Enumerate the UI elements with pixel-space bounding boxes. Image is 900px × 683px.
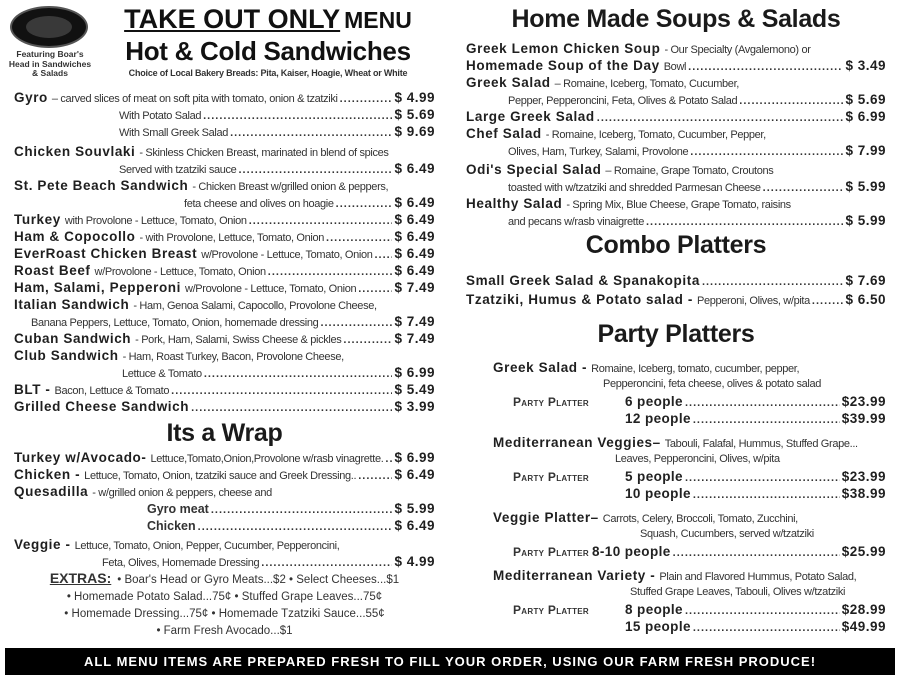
menu-item	[14, 279, 435, 296]
item-description: - w/grilled onion & peppers, cheese and	[92, 487, 272, 499]
menu-item	[14, 466, 435, 483]
extras-line	[14, 623, 435, 640]
item-description-line	[493, 526, 886, 543]
item-name: Greek Salad	[466, 75, 551, 90]
item-name: Veggie -	[14, 537, 71, 552]
item-description: Chicken	[147, 519, 196, 533]
item-price: $ 6.99	[845, 109, 886, 124]
item-description: Banana Peppers, Lettuce, Tomato, Onion, homemade dressing	[31, 317, 319, 329]
leader-dots	[685, 395, 840, 412]
menu-item	[493, 567, 886, 584]
item-name: Large Greek Salad	[466, 109, 595, 124]
item-price: $ 7.49	[394, 314, 435, 329]
item-price: $ 7.49	[394, 331, 435, 346]
party-platter-label: Party Platter	[513, 470, 589, 484]
menu-item	[466, 108, 886, 125]
sandwich-list	[14, 89, 435, 415]
combo-list	[466, 272, 886, 308]
menu-item	[14, 160, 435, 177]
item-price: $ 5.99	[845, 213, 886, 228]
item-name: Quesadilla	[14, 484, 89, 499]
item-price: $ 6.99	[394, 365, 435, 380]
item-name: Cuban Sandwich	[14, 331, 132, 346]
item-name: Club Sandwich	[14, 348, 119, 363]
extras	[14, 570, 435, 640]
menu-item	[466, 142, 886, 159]
item-name: Odi's Special Salad	[466, 162, 602, 177]
menu-item	[466, 91, 886, 108]
extras-line	[14, 570, 435, 589]
item-name: Chicken -	[14, 467, 81, 482]
item-name: Roast Beef	[14, 263, 91, 278]
item-name: Mediterranean Veggies–	[493, 435, 661, 450]
item-description-line	[493, 584, 886, 601]
platter-price: $25.99	[841, 544, 886, 559]
item-description: - Ham, Roast Turkey, Bacon, Provolone Cheese,	[122, 351, 344, 363]
extras-text: • Boar's Head or Gyro Meats...$2 • Select Cheeses...$1	[117, 574, 400, 586]
item-description: – carved slices of meat on soft pita with tomato, onion & tzatziki	[51, 93, 338, 105]
item-description: Squash, Cucumbers, served w/tzatziki	[640, 528, 814, 540]
item-description: Feta, Olives, Homemade Dressing	[102, 557, 260, 569]
leader-dots	[702, 274, 844, 291]
party-platter-label: Party Platter	[513, 545, 589, 559]
menu-item	[14, 89, 435, 106]
leader-dots	[685, 603, 840, 620]
leader-dots	[374, 247, 392, 264]
item-name: Grilled Cheese Sandwich	[14, 399, 190, 414]
item-price: $ 3.49	[845, 58, 886, 73]
menu-item	[14, 381, 435, 398]
party-platter-option	[493, 485, 886, 502]
leader-dots	[739, 93, 843, 110]
serving-size: 10 people	[625, 486, 691, 501]
item-description: – Romaine, Grape Tomato, Croutons	[605, 165, 774, 177]
item-description-line	[493, 451, 886, 468]
menu-item	[466, 125, 886, 142]
party-platter-option	[493, 468, 886, 485]
party-platter-option	[493, 393, 886, 410]
menu-item	[466, 178, 886, 195]
party-platter-label: Party Platter	[513, 395, 589, 409]
item-name: Veggie Platter–	[493, 510, 599, 525]
leader-dots	[358, 468, 392, 485]
party-platter-option	[493, 410, 886, 427]
serving-size: 8-10 people	[591, 544, 671, 559]
leader-dots	[688, 59, 843, 76]
item-price: $ 6.49	[394, 161, 435, 176]
menu-item	[466, 291, 886, 308]
item-name: Ham & Copocollo	[14, 229, 136, 244]
serving-size: 12 people	[625, 411, 691, 426]
item-price: $ 6.99	[394, 450, 435, 465]
menu-item	[466, 161, 886, 178]
footer-banner: ALL MENU ITEMS ARE PREPARED FRESH TO FILL YOUR ORDER, USING OUR FARM FRESH PRODUCE!	[5, 648, 895, 675]
platter-price: $23.99	[841, 394, 886, 409]
leader-dots	[326, 230, 392, 247]
item-name: Chef Salad	[466, 126, 542, 141]
leader-dots	[597, 110, 844, 127]
leader-dots	[343, 332, 392, 349]
leader-dots	[198, 519, 393, 536]
menu-item	[466, 74, 886, 91]
leader-dots	[693, 412, 840, 429]
bread-choice: Choice of Local Bakery Breads: Pita, Kaiser, Hoagie, Wheat or White	[128, 68, 408, 78]
item-name: Small Greek Salad & Spanakopita	[466, 273, 700, 288]
menu-item	[466, 195, 886, 212]
menu-item	[14, 106, 435, 123]
item-name: EverRoast Chicken Breast	[14, 246, 198, 261]
item-name: Homemade Soup of the Day	[466, 58, 660, 73]
item-price: $ 6.49	[394, 246, 435, 261]
item-description: Lettuce, Tomato, Onion, Pepper, Cucumber, Pepperoncini,	[74, 540, 340, 552]
menu-item	[14, 536, 435, 553]
item-price: $ 5.99	[394, 501, 435, 516]
item-description: Pepper, Pepperoncini, Feta, Olives & Potato Salad	[508, 95, 738, 107]
leader-dots	[693, 487, 840, 504]
party-title: Party Platters	[597, 320, 755, 348]
featuring-note: Featuring Boar's Head in Sandwiches & Salads	[8, 49, 92, 78]
serving-size: 8 people	[625, 602, 683, 617]
item-name: Mediterranean Variety -	[493, 568, 656, 583]
party-item	[493, 567, 886, 635]
item-name: Ham, Salami, Pepperoni	[14, 280, 181, 295]
menu-item	[14, 483, 435, 500]
item-price: $ 6.50	[845, 292, 886, 307]
menu-item	[14, 347, 435, 364]
leader-dots	[673, 545, 840, 562]
leader-dots	[203, 108, 392, 125]
menu-word: MENU	[344, 7, 412, 33]
leader-dots	[230, 125, 392, 142]
item-description: Romaine, Iceberg, tomato, cucumber, pepper,	[591, 363, 800, 375]
extras-text: • Homemade Potato Salad...75¢ • Stuffed Grape Leaves...75¢	[66, 591, 383, 603]
item-description: Lettuce & Tomato	[122, 368, 202, 380]
item-price: $ 5.69	[394, 107, 435, 122]
item-description: Bacon, Lettuce & Tomato	[54, 385, 170, 397]
leader-dots	[204, 366, 393, 383]
menu-item	[14, 398, 435, 415]
item-price: $ 5.69	[845, 92, 886, 107]
platter-price: $23.99	[841, 469, 886, 484]
item-name: Chicken Souvlaki	[14, 144, 136, 159]
leader-dots	[336, 196, 393, 213]
party-platter-option	[493, 618, 886, 635]
menu-item	[493, 509, 886, 526]
extras-line	[14, 606, 435, 623]
serving-size: 6 people	[625, 394, 683, 409]
item-description: – Romaine, Iceberg, Tomato, Cucumber,	[554, 78, 739, 90]
party-platter-option	[493, 543, 886, 560]
leader-dots	[171, 383, 392, 400]
item-description-line	[493, 376, 886, 393]
item-description: w/Provolone - Lettuce, Tomato, Onion	[201, 249, 373, 261]
item-name: Turkey w/Avocado-	[14, 450, 147, 465]
platter-price: $38.99	[841, 486, 886, 501]
menu-item	[14, 313, 435, 330]
menu-item	[466, 40, 886, 57]
item-price: $ 6.49	[394, 467, 435, 482]
item-description: Carrots, Celery, Broccoli, Tomato, Zucchini,	[602, 513, 798, 525]
menu-item	[14, 228, 435, 245]
platter-price: $28.99	[841, 602, 886, 617]
item-description: With Potato Salad	[119, 110, 202, 122]
party-item	[493, 434, 886, 502]
menu-item	[14, 143, 435, 160]
leader-dots	[191, 400, 392, 417]
item-price: $ 5.49	[394, 382, 435, 397]
item-description: Tabouli, Falafal, Hummus, Stuffed Grape...	[664, 438, 858, 450]
item-name: Greek Salad -	[493, 360, 588, 375]
menu-item	[14, 517, 435, 534]
leader-dots	[685, 470, 840, 487]
party-platter-option	[493, 601, 886, 618]
menu-item	[14, 123, 435, 140]
menu-item	[14, 211, 435, 228]
item-description: w/Provolone - Lettuce, Tomato, Onion	[185, 283, 357, 295]
platter-price: $39.99	[841, 411, 886, 426]
wrap-list	[14, 449, 435, 570]
leader-dots	[358, 281, 392, 298]
item-description: with Provolone - Lettuce, Tomato, Onion	[64, 215, 247, 227]
item-description: Pepperoni, Olives, w/pita	[696, 295, 810, 307]
leader-dots	[646, 214, 843, 231]
extras-text: • Farm Fresh Avocado...$1	[156, 625, 293, 637]
combo-title: Combo Platters	[585, 231, 767, 259]
item-description: toasted with w/tzatziki and shredded Parmesan Cheese	[508, 182, 761, 194]
take-out-only: TAKE OUT ONLY	[124, 4, 341, 34]
menu-item	[14, 245, 435, 262]
item-description: Served with tzatziki sauce	[119, 164, 237, 176]
menu-item	[14, 296, 435, 313]
item-description: Olives, Ham, Turkey, Salami, Provolone	[508, 146, 689, 158]
leader-dots	[211, 502, 393, 519]
wraps-title: Its a Wrap	[166, 419, 283, 447]
item-description: Plain and Flavored Hummus, Potato Salad,	[659, 571, 857, 583]
item-description: Bowl	[663, 61, 687, 73]
item-description: Pepperoncini, feta cheese, olives & potato salad	[603, 378, 822, 390]
item-price: $ 6.49	[394, 229, 435, 244]
item-price: $ 3.99	[394, 399, 435, 414]
menu-item	[14, 553, 435, 570]
menu-item	[466, 57, 886, 74]
item-name: Turkey	[14, 212, 61, 227]
leader-dots	[249, 213, 393, 230]
item-price: $ 9.69	[394, 124, 435, 139]
item-price: $ 7.69	[845, 273, 886, 288]
leader-dots	[812, 293, 844, 310]
menu-item	[14, 194, 435, 211]
item-name: Greek Lemon Chicken Soup	[466, 41, 661, 56]
item-price: $ 4.99	[394, 554, 435, 569]
party-platter-label: Party Platter	[513, 603, 589, 617]
party-list	[493, 359, 886, 642]
soup-list	[466, 40, 886, 229]
item-name: St. Pete Beach Sandwich	[14, 178, 189, 193]
leader-dots	[320, 315, 392, 332]
item-name: Tzatziki, Humus & Potato salad -	[466, 292, 693, 307]
item-price: $ 6.49	[394, 212, 435, 227]
item-price: $ 7.99	[845, 143, 886, 158]
item-description: - Ham, Genoa Salami, Capocollo, Provolone Cheese,	[133, 300, 377, 312]
platter-price: $49.99	[841, 619, 886, 634]
menu-item	[493, 434, 886, 451]
item-description: Leaves, Pepperoncini, Olives, w/pita	[615, 453, 780, 465]
item-description: - Romaine, Iceberg, Tomato, Cucumber, Pepper,	[545, 129, 766, 141]
item-description: and pecans w/rasb vinaigrette	[508, 216, 644, 228]
item-description: w/Provolone - Lettuce, Tomato, Onion	[94, 266, 266, 278]
item-name: Healthy Salad	[466, 196, 563, 211]
item-description: - Our Specialty (Avgalemono) or	[664, 44, 811, 56]
menu-item	[14, 500, 435, 517]
leader-dots	[238, 162, 392, 179]
item-price: $ 7.49	[394, 280, 435, 295]
soups-title: Home Made Soups & Salads	[511, 5, 841, 33]
item-description: Stuffed Grape Leaves, Tabouli, Olives w/tzatziki	[630, 586, 846, 598]
party-item	[493, 509, 886, 560]
extras-label: EXTRAS:	[49, 570, 112, 586]
leader-dots	[340, 91, 393, 108]
leader-dots	[268, 264, 393, 281]
leader-dots	[763, 180, 844, 197]
item-price: $ 5.99	[845, 179, 886, 194]
item-description: With Small Greek Salad	[119, 127, 229, 139]
menu-item	[14, 177, 435, 194]
item-name: Gyro	[14, 90, 48, 105]
serving-size: 15 people	[625, 619, 691, 634]
item-name: Italian Sandwich	[14, 297, 130, 312]
leader-dots	[693, 620, 840, 637]
item-price: $ 6.49	[394, 518, 435, 533]
item-price: $ 4.99	[394, 90, 435, 105]
leader-dots	[690, 144, 843, 161]
menu-item	[14, 449, 435, 466]
leader-dots	[385, 451, 392, 468]
item-description: feta cheese and olives on hoagie	[184, 198, 334, 210]
menu-item	[14, 262, 435, 279]
boars-head-logo	[10, 6, 88, 48]
item-description: - Chicken Breast w/grilled onion & peppers,	[192, 181, 389, 193]
menu-item	[14, 330, 435, 347]
item-description: Lettuce,Tomato,Onion,Provolone w/rasb vinagrette.	[150, 453, 384, 465]
item-price: $ 6.49	[394, 195, 435, 210]
item-description: - Skinless Chicken Breast, marinated in blend of spices	[139, 147, 389, 159]
extras-line	[14, 589, 435, 606]
party-item	[493, 359, 886, 427]
item-description: - with Provolone, Lettuce, Tomato, Onion	[139, 232, 325, 244]
menu-item	[14, 364, 435, 381]
item-description: - Pork, Ham, Salami, Swiss Cheese & pickles	[135, 334, 342, 346]
item-price: $ 6.49	[394, 263, 435, 278]
item-description: Gyro meat	[147, 502, 209, 516]
menu-item	[493, 359, 886, 376]
item-description: - Spring Mix, Blue Cheese, Grape Tomato, raisins	[566, 199, 791, 211]
menu-item	[466, 212, 886, 229]
extras-text: • Homemade Dressing...75¢ • Homemade Tzatziki Sauce...55¢	[64, 608, 385, 620]
item-name: BLT -	[14, 382, 51, 397]
menu-item	[466, 272, 886, 289]
serving-size: 5 people	[625, 469, 683, 484]
item-description: Lettuce, Tomato, Onion, tzatziki sauce and Greek Dressing..	[84, 470, 357, 482]
sandwiches-title: Hot & Cold Sandwiches	[125, 36, 411, 66]
menu-title	[108, 4, 428, 35]
